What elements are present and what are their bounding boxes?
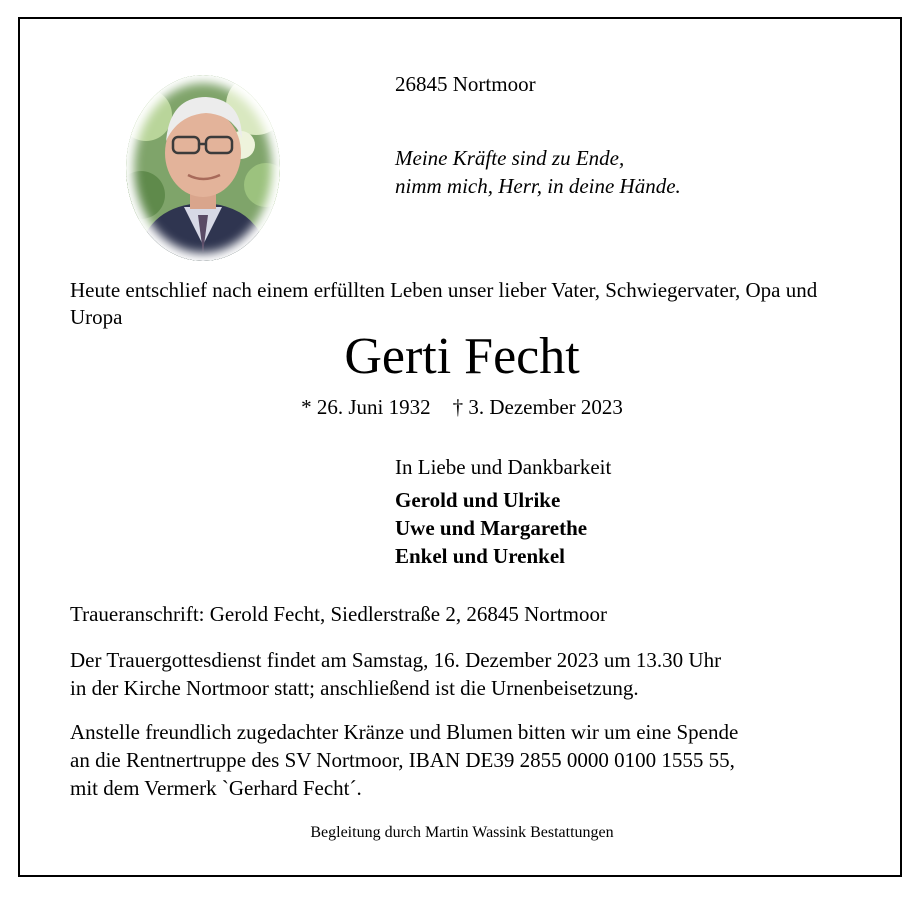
- donation-line: Anstelle freundlich zugedachter Kränze und Blumen bitten wir um eine Spende: [70, 720, 739, 744]
- donation-line: an die Rentnertruppe des SV Nortmoor, IBAN DE39 2855 0000 0100 1555 55,: [70, 748, 735, 772]
- deceased-name: Gerti Fecht: [344, 328, 580, 385]
- mourning-address: Traueranschrift: Gerold Fecht, Siedlerstraße 2, 26845 Nortmoor: [70, 602, 607, 626]
- verse-line: nimm mich, Herr, in deine Hände.: [395, 174, 681, 198]
- death-date: † 3. Dezember 2023: [452, 395, 623, 419]
- portrait-image: [126, 75, 280, 261]
- mourner-name: Uwe und Margarethe: [395, 516, 588, 540]
- service-line: Der Trauergottesdienst findet am Samstag, 16. Dezember 2023 um 13.30 Uhr: [70, 648, 722, 672]
- verse-line: Meine Kräfte sind zu Ende,: [395, 146, 625, 170]
- service-info: [70, 646, 721, 702]
- portrait-photo: [126, 75, 280, 261]
- residence-address: 26845 Nortmoor: [395, 72, 536, 96]
- funeral-home-credit: Begleitung durch Martin Wassink Bestattungen: [310, 824, 614, 841]
- mourners-list: [395, 486, 587, 570]
- donation-line: mit dem Vermerk `Gerhard Fecht´.: [70, 776, 362, 800]
- intro-text: Heute entschlief nach einem erfüllten Leben unser lieber Vater, Schwiegervater, Opa und Uropa: [70, 278, 818, 329]
- birth-date: * 26. Juni 1932: [301, 395, 431, 419]
- mourner-name: Enkel und Urenkel: [395, 544, 565, 568]
- dedication-line: In Liebe und Dankbarkeit: [395, 455, 612, 479]
- life-dates: [0, 395, 924, 420]
- mourner-name: Gerold und Ulrike: [395, 488, 561, 512]
- donation-info: [70, 718, 738, 802]
- service-line: in der Kirche Nortmoor statt; anschließend ist die Urnenbeisetzung.: [70, 676, 639, 700]
- verse: [395, 144, 681, 200]
